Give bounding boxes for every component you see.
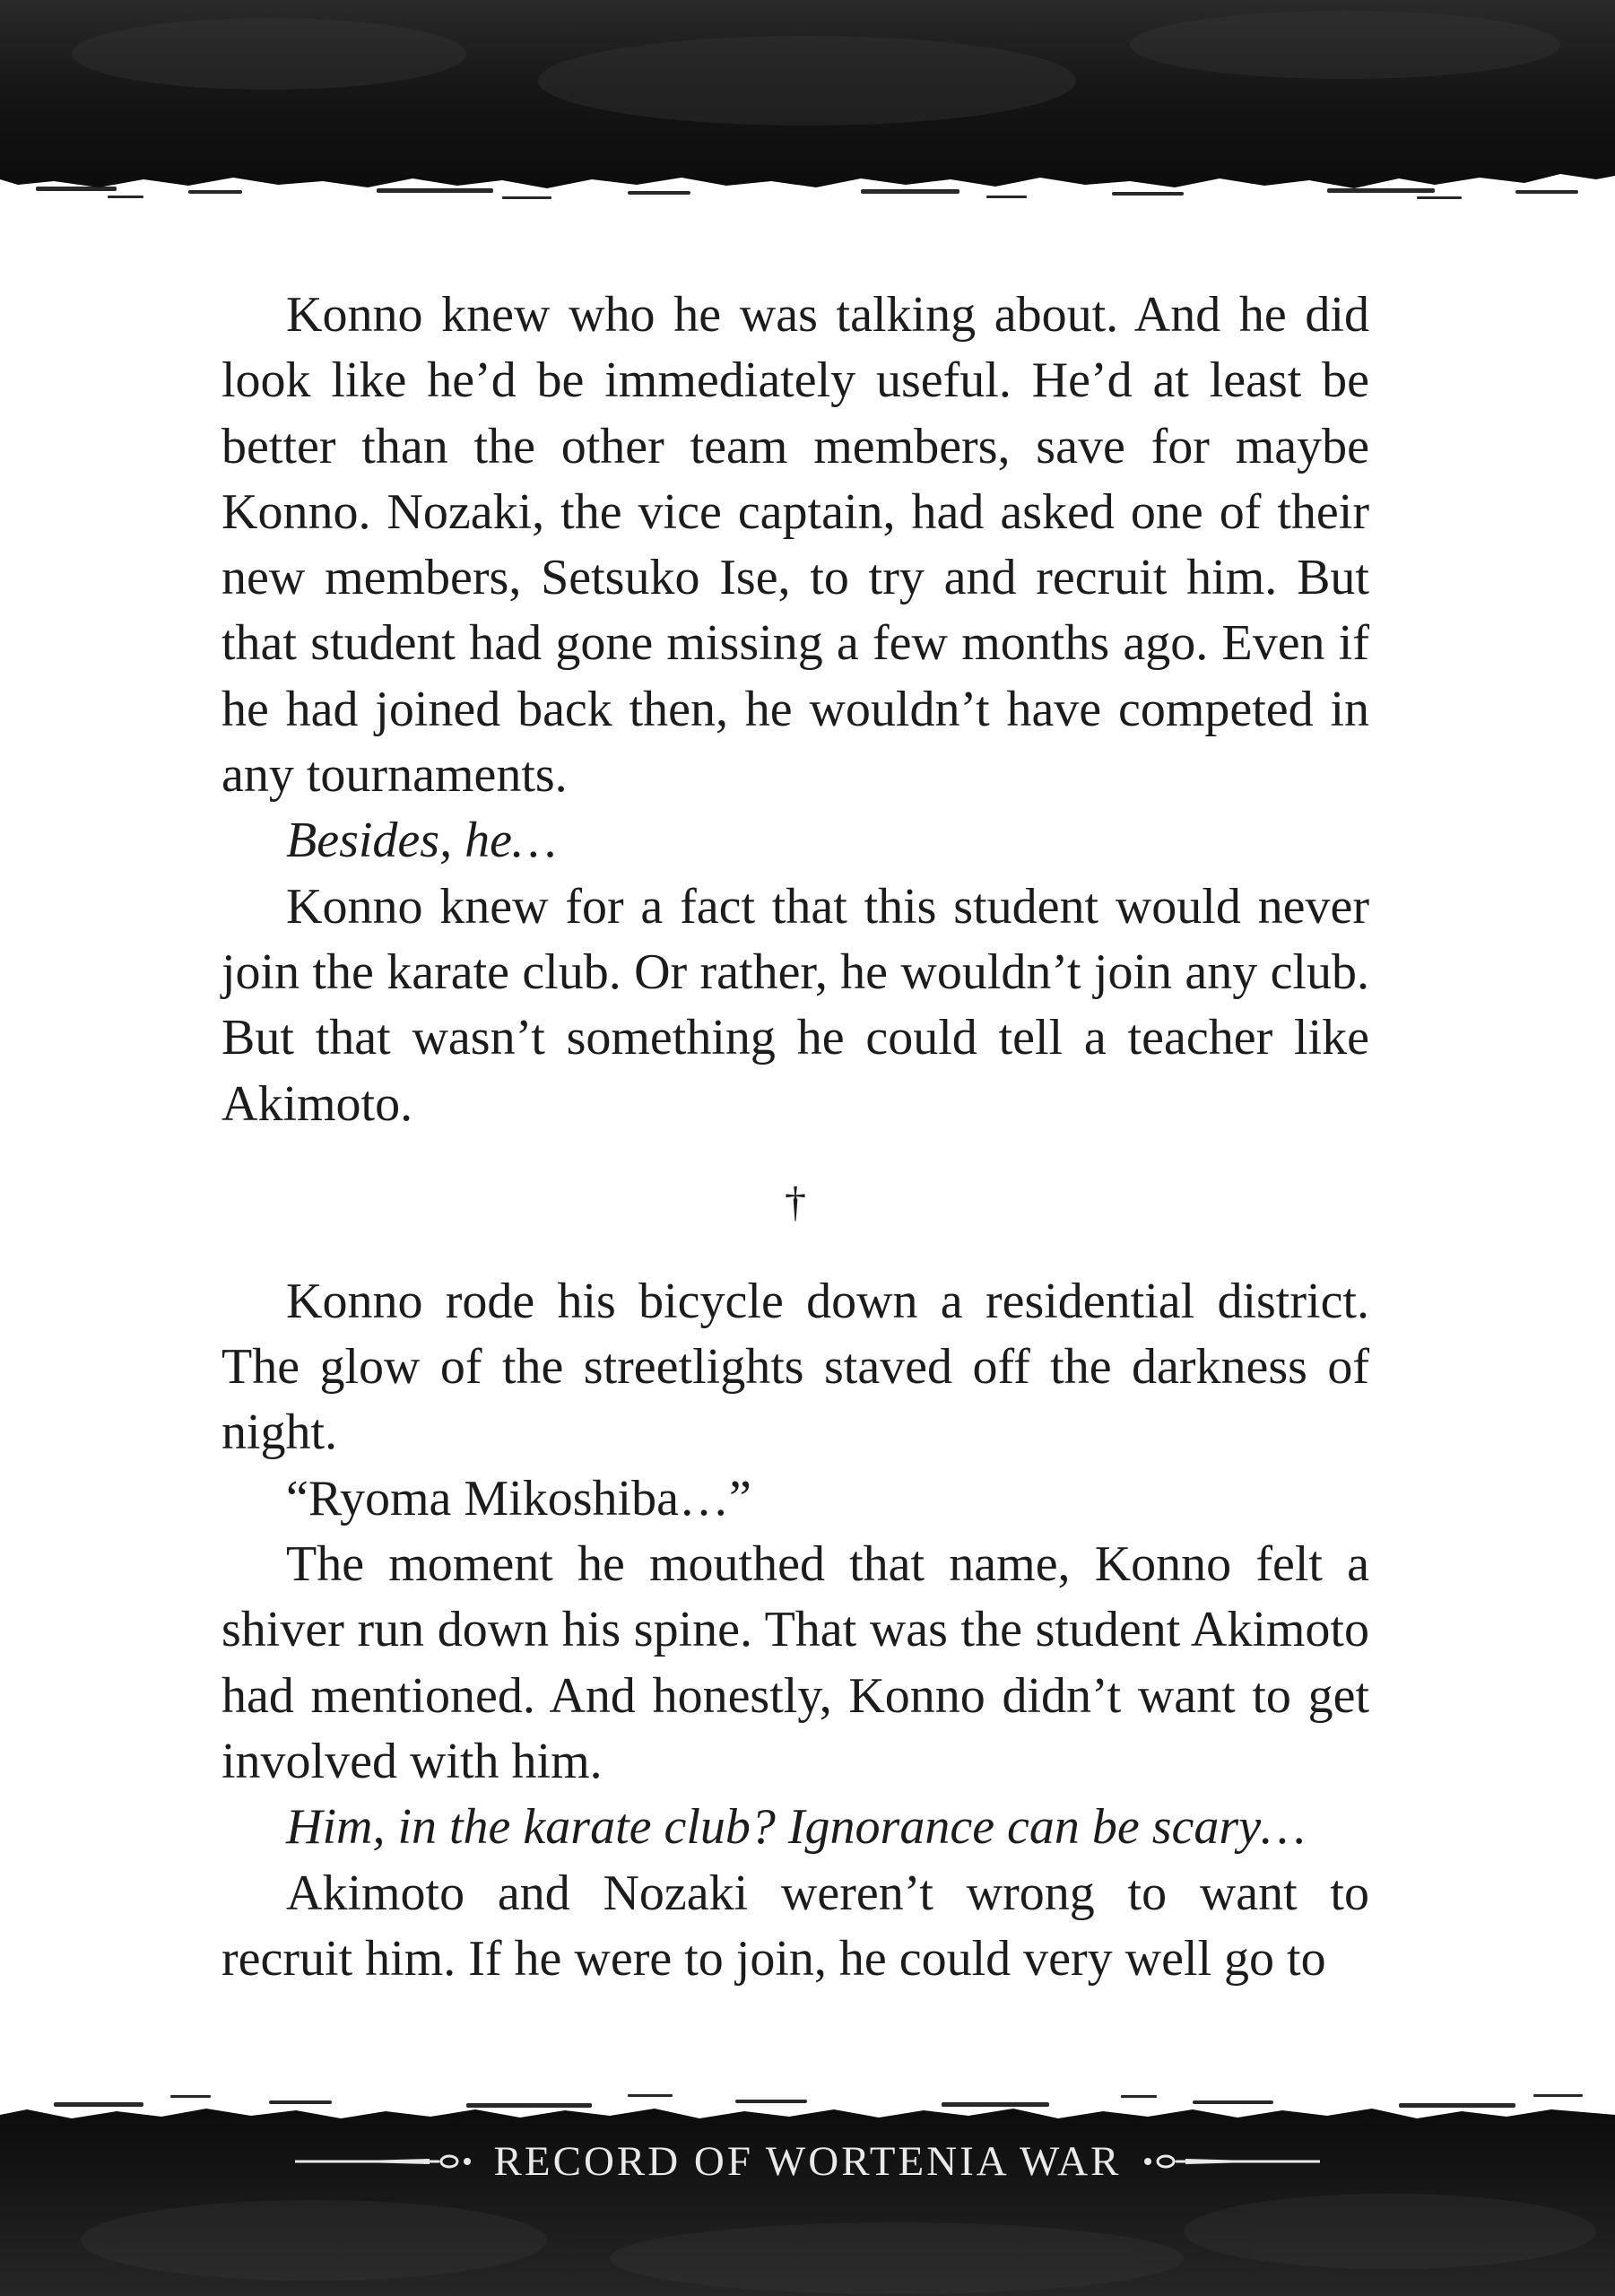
- scene-break-dagger: †: [785, 1178, 806, 1226]
- top-brush-border: [0, 0, 1615, 208]
- paragraph-italic: Besides, he…: [286, 813, 557, 869]
- paragraph-dialogue: “Ryoma Mikoshiba…”: [286, 1470, 751, 1526]
- footer-title-text: RECORD OF WORTENIA WAR: [493, 2138, 1122, 2185]
- paragraph-italic: Him, in the karate club? Ignorance can be scary…: [286, 1799, 1306, 1856]
- left-flourish-icon: [295, 2151, 474, 2172]
- paragraph: Konno knew for a fact that this student would never join the karate club. Or rather, he wouldn’t join any club. But that wasn’t something he could tell a teacher like Akimoto.: [221, 878, 1369, 1132]
- paragraph: Konno knew who he was talking about. And he did look like he’d be immediately useful. He’d at least be better than the other team members, save for maybe Konno. Nozaki, the vice captain, had asked one of their new members, Setsuko Ise, to try and recruit him. But that student had gone missing a few months ago. Even if he had joined back then, he wouldn’t have competed in any tournaments.: [221, 287, 1369, 804]
- paragraph: Akimoto and Nozaki weren’t wrong to want to recruit him. If he were to join, he could very well go to: [221, 1865, 1369, 1987]
- right-flourish-icon: [1141, 2151, 1320, 2172]
- paragraph: The moment he mouthed that name, Konno felt a shiver run down his spine. That was the student Akimoto had mentioned. And honestly, Konno didn’t want to get involved with him.: [221, 1536, 1369, 1789]
- page-body: [221, 283, 1369, 1992]
- paragraph: Konno rode his bicycle down a residential district. The glow of the streetlights staved off the darkness of night.: [221, 1273, 1369, 1461]
- footer-series-title: [0, 2133, 1615, 2190]
